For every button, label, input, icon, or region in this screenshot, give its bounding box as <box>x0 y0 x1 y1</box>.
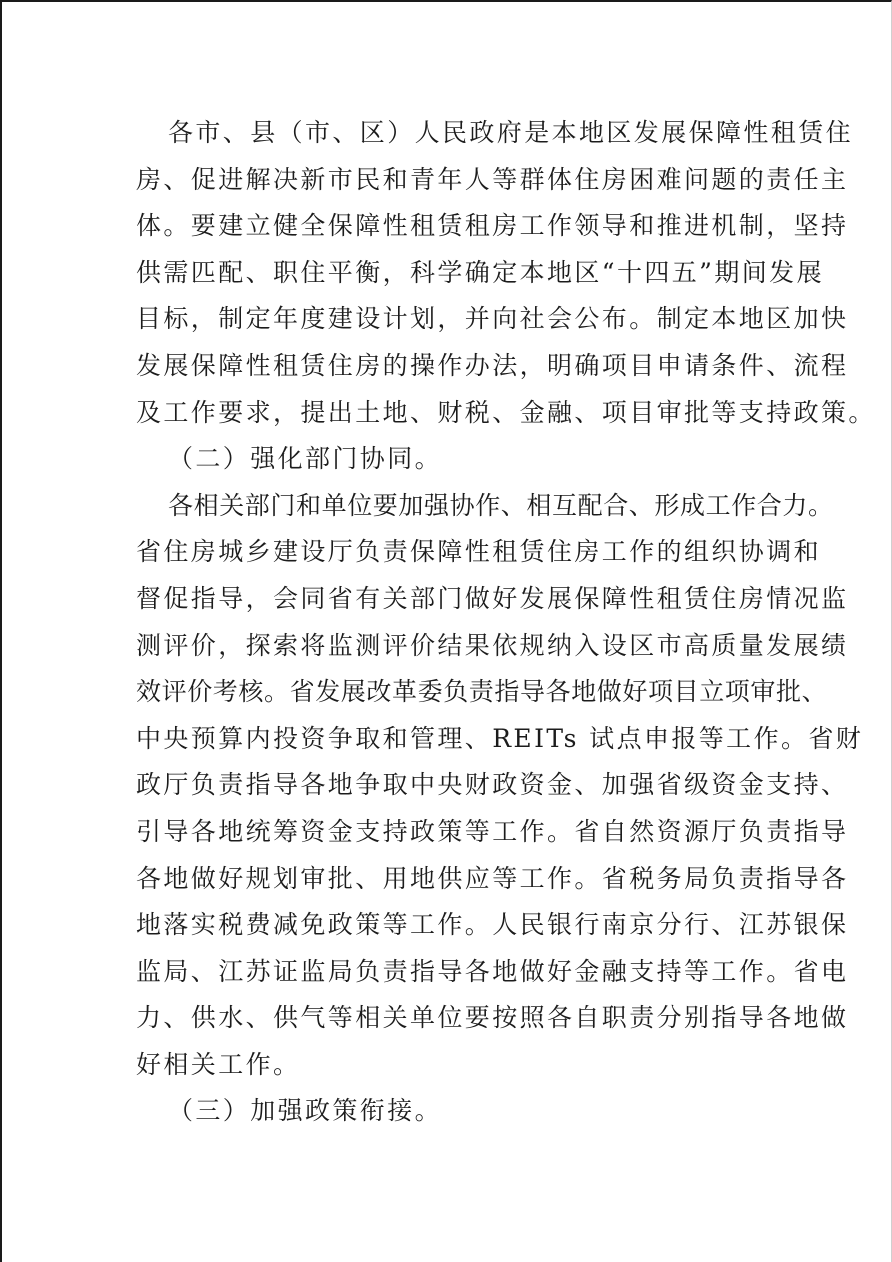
paragraph-line: 督促指导，会同省有关部门做好发展保障性租赁住房情况监 <box>136 583 849 613</box>
section-heading: （三）加强政策衔接。 <box>168 1096 443 1126</box>
paragraph-line: 房、促进解决新市民和青年人等群体住房困难问题的责任主 <box>136 164 849 194</box>
paragraph-line: 发展保障性租赁住房的操作办法，明确项目申请条件、流程 <box>136 350 849 380</box>
document-body <box>136 110 876 1135</box>
section-heading: （二）强化部门协同。 <box>168 444 443 474</box>
paragraph-line: 及工作要求，提出土地、财税、金融、项目审批等支持政策。 <box>136 397 876 427</box>
paragraph-line: 力、供水、供气等相关单位要按照各自职责分别指导各地做 <box>136 1003 849 1033</box>
paragraph-line: 监局、江苏证监局负责指导各地做好金融支持等工作。省电 <box>136 956 849 986</box>
paragraph-line: 省住房城乡建设厅负责保障性租赁住房工作的组织协调和 <box>136 537 822 567</box>
paragraph-line: 测评价，探索将监测评价结果依规纳入设区市高质量发展绩 <box>136 630 849 660</box>
paragraph-line: 各地做好规划审批、用地供应等工作。省税务局负责指导各 <box>136 863 849 893</box>
paragraph-line: 体。要建立健全保障性租赁租房工作领导和推进机制，坚持 <box>136 211 849 241</box>
paragraph-line: 各相关部门和单位要加强协作、相互配合、形成工作合力。 <box>168 490 834 520</box>
paragraph-line: 政厅负责指导各地争取中央财政资金、加强省级资金支持、 <box>136 770 849 800</box>
paragraph-line: 中央预算内投资争取和管理、REITs 试点申报等工作。省财 <box>136 723 864 753</box>
paragraph-line: 地落实税费减免政策等工作。人民银行南京分行、江苏银保 <box>136 910 849 940</box>
paragraph-line: 效评价考核。省发展改革委负责指导各地做好项目立项审批、 <box>136 677 828 707</box>
paragraph-line: 引导各地统筹资金支持政策等工作。省自然资源厅负责指导 <box>136 816 849 846</box>
paragraph-line: 目标，制定年度建设计划，并向社会公布。制定本地区加快 <box>136 304 849 334</box>
paragraph-line: 供需匹配、职住平衡，科学确定本地区“十四五”期间发展 <box>136 257 824 287</box>
paragraph-line: 各市、县（市、区）人民政府是本地区发展保障性租赁住 <box>168 118 854 147</box>
paragraph-line: 好相关工作。 <box>136 1049 301 1079</box>
